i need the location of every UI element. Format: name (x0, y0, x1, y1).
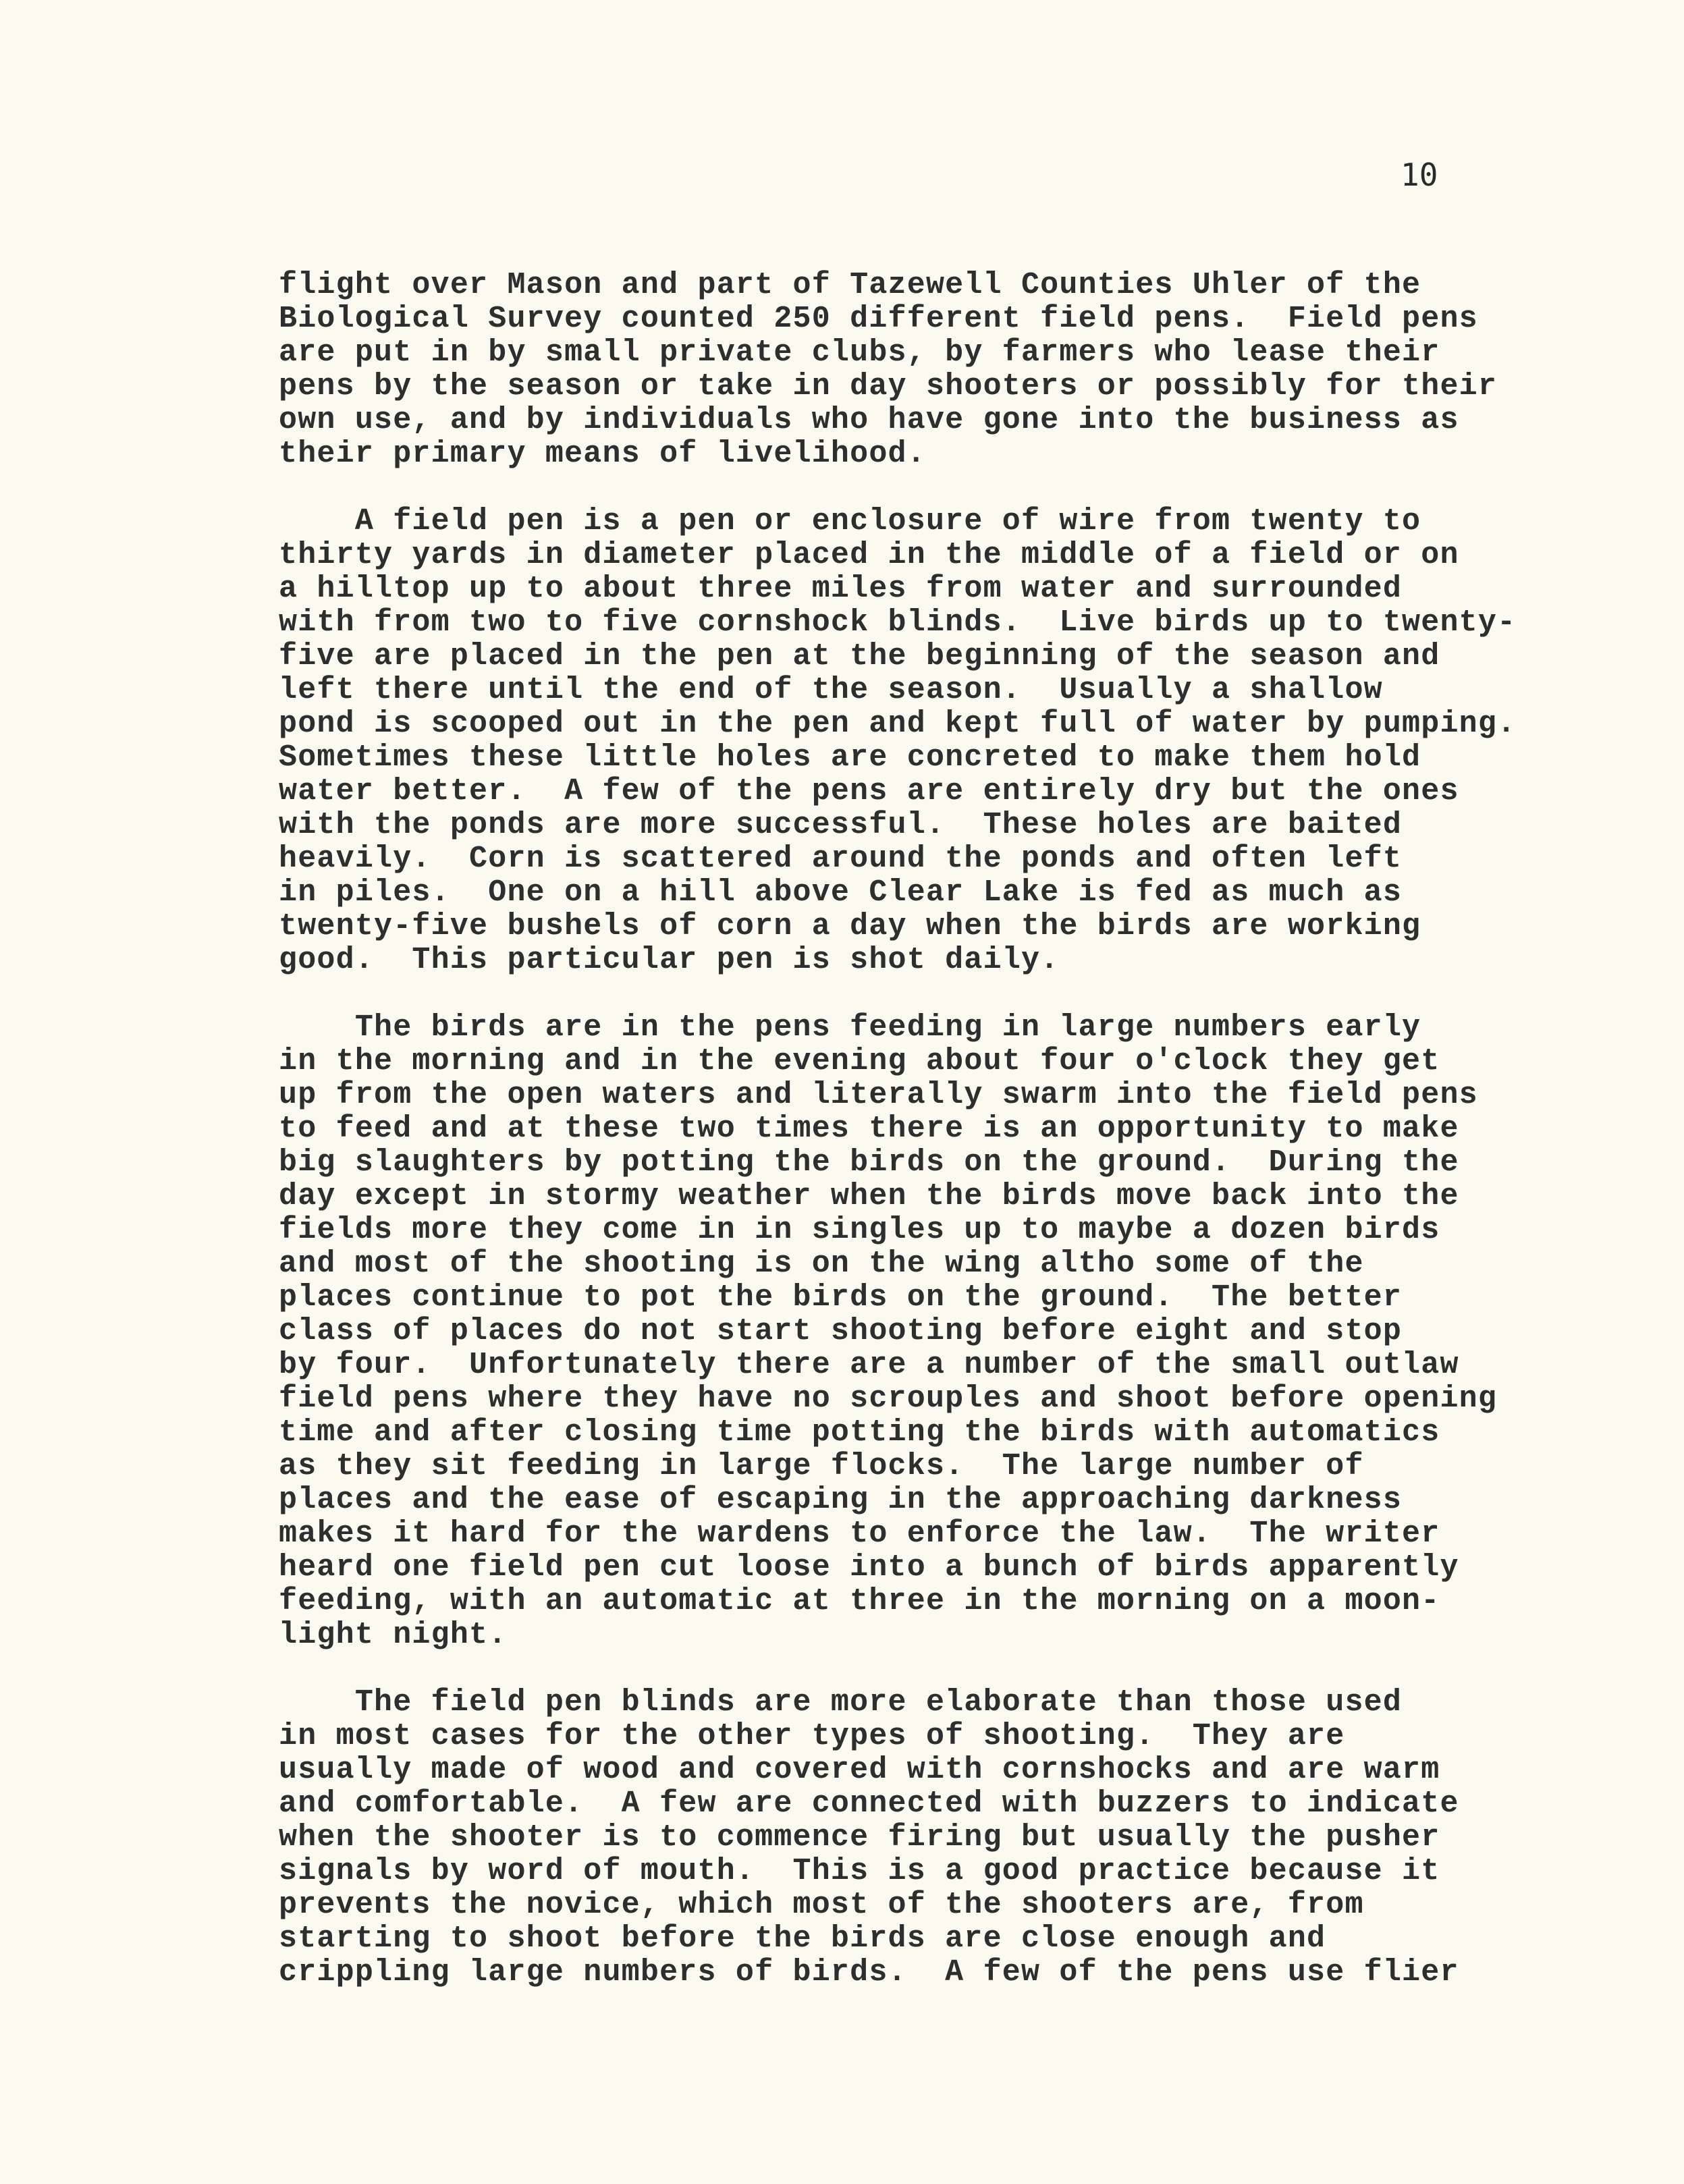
text-line: heavily. Corn is scattered around the ponds and often left (279, 842, 1403, 876)
text-line: time and after closing time potting the birds with automatics (279, 1415, 1440, 1450)
text-line: starting to shoot before the birds are close enough and (279, 1921, 1326, 1956)
text-line: as they sit feeding in large flocks. The large number of (279, 1449, 1364, 1483)
text-line: field pens where they have no scrouples and shoot before opening (279, 1382, 1498, 1416)
text-line: when the shooter is to commence firing but usually the pusher (279, 1820, 1440, 1855)
text-line: fields more they come in in singles up to maybe a dozen birds (279, 1213, 1440, 1247)
page-number: 10 (1401, 157, 1438, 193)
text-line: Biological Survey counted 250 different field pens. Field pens (279, 302, 1478, 336)
text-line: flight over Mason and part of Tazewell Counties Uhler of the (279, 268, 1421, 302)
text-line: A field pen is a pen or enclosure of wire from twenty to (279, 504, 1421, 539)
text-line: pens by the season or take in day shooters or possibly for their (279, 369, 1498, 404)
text-line: prevents the novice, which most of the shooters are, from (279, 1888, 1364, 1922)
text-line: light night. (279, 1618, 508, 1652)
text-line: usually made of wood and covered with cornshocks and are warm (279, 1753, 1440, 1787)
text-line: places continue to pot the birds on the ground. The better (279, 1280, 1403, 1315)
text-line: own use, and by individuals who have gone into the business as (279, 403, 1459, 437)
text-line: five are placed in the pen at the beginning of the season and (279, 639, 1440, 674)
text-line: in piles. One on a hill above Clear Lake is fed as much as (279, 875, 1403, 910)
text-line: signals by word of mouth. This is a good practice because it (279, 1854, 1440, 1888)
text-line: heard one field pen cut loose into a bunch of birds apparently (279, 1550, 1459, 1585)
text-line: by four. Unfortunately there are a number of the small outlaw (279, 1348, 1459, 1382)
text-line: with from two to five cornshock blinds. Live birds up to twenty- (279, 605, 1517, 640)
text-line: in most cases for the other types of shooting. They are (279, 1719, 1345, 1753)
text-line: with the ponds are more successful. These holes are baited (279, 808, 1403, 842)
text-line: feeding, with an automatic at three in the morning on a moon- (279, 1584, 1440, 1618)
text-line: Sometimes these little holes are concreted to make them hold (279, 740, 1421, 775)
text-line: in the morning and in the evening about four o'clock they get (279, 1044, 1440, 1079)
text-line: to feed and at these two times there is an opportunity to make (279, 1112, 1459, 1146)
text-line: are put in by small private clubs, by farmers who lease their (279, 335, 1440, 370)
text-line: water better. A few of the pens are entirely dry but the ones (279, 774, 1459, 809)
paragraph (279, 1011, 1602, 1652)
text-line: The field pen blinds are more elaborate than those used (279, 1685, 1403, 1720)
text-line: class of places do not start shooting before eight and stop (279, 1314, 1403, 1348)
text-line: left there until the end of the season. Usually a shallow (279, 673, 1383, 707)
text-line: their primary means of livelihood. (279, 437, 926, 471)
text-line: thirty yards in diameter placed in the middle of a field or on (279, 538, 1459, 572)
paragraph (279, 505, 1602, 977)
text-line: pond is scooped out in the pen and kept full of water by pumping. (279, 707, 1517, 741)
text-line: places and the ease of escaping in the approaching darkness (279, 1483, 1403, 1517)
text-line: crippling large numbers of birds. A few of the pens use flier (279, 1955, 1459, 1990)
paragraph (279, 269, 1602, 471)
text-line: The birds are in the pens feeding in large numbers early (279, 1010, 1421, 1045)
text-line: makes it hard for the wardens to enforce the law. The writer (279, 1517, 1440, 1551)
text-line: good. This particular pen is shot daily. (279, 943, 1060, 977)
paragraph (279, 1686, 1602, 1990)
text-line: day except in stormy weather when the birds move back into the (279, 1179, 1459, 1213)
text-line: and most of the shooting is on the wing altho some of the (279, 1247, 1364, 1281)
text-line: big slaughters by potting the birds on the ground. During the (279, 1145, 1459, 1180)
body-text (279, 269, 1602, 1990)
text-line: up from the open waters and literally swarm into the field pens (279, 1078, 1478, 1112)
text-line: and comfortable. A few are connected with buzzers to indicate (279, 1786, 1459, 1821)
text-line: a hilltop up to about three miles from water and surrounded (279, 572, 1403, 606)
text-line: twenty-five bushels of corn a day when the birds are working (279, 909, 1421, 944)
